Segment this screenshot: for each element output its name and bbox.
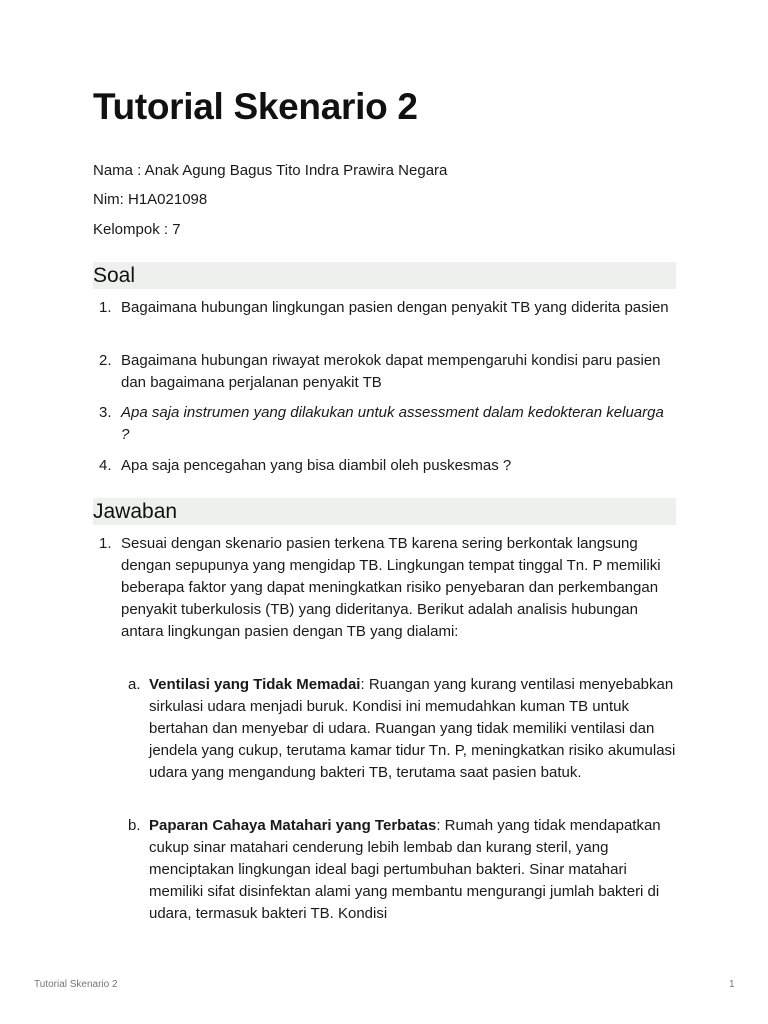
- list-number: 3.: [99, 404, 112, 421]
- meta-nim: Nim: H1A021098: [93, 191, 208, 208]
- section-heading-soal: [93, 262, 676, 289]
- section-heading-label: Jawaban: [93, 500, 178, 523]
- list-number: 4.: [99, 457, 112, 474]
- sub-item-body: : Rumah yang tidak mendapatkan cukup sinar matahari cenderung lebih lembab dan kurang steril, yang menciptakan lingkungan ideal bagi pertumbuhan bakteri. Sinar matahari memiliki sifat disinfektan alami yang membantu mengurangi jumlah bakteri di udara, termasuk bakteri TB. Kondisi: [149, 817, 661, 922]
- sub-list-letter: b.: [128, 817, 141, 834]
- list-number: 2.: [99, 352, 112, 369]
- footer-page-number: 1: [729, 979, 735, 990]
- section-heading-label: Soal: [93, 264, 136, 287]
- footer-title: Tutorial Skenario 2: [34, 979, 118, 990]
- list-number: 1.: [99, 535, 112, 552]
- sub-item-title: Ventilasi yang Tidak Memadai: [149, 676, 361, 693]
- list-text: Apa saja pencegahan yang bisa diambil oleh puskesmas ?: [121, 457, 512, 474]
- list-number: 1.: [99, 299, 112, 316]
- list-text: Apa saja instrumen yang dilakukan untuk assessment dalam kedokteran keluarga ?: [121, 404, 664, 443]
- meta-kelompok: Kelompok : 7: [93, 221, 181, 238]
- list-text: Bagaimana hubungan lingkungan pasien dengan penyakit TB yang diderita pasien: [121, 299, 669, 316]
- page-title: Tutorial Skenario 2: [93, 86, 418, 127]
- meta-nama: Nama : Anak Agung Bagus Tito Indra Prawira Negara: [93, 162, 448, 179]
- sub-list-text: [149, 815, 676, 925]
- list-text: Bagaimana hubungan riwayat merokok dapat mempengaruhi kondisi paru pasien dan bagaimana perjalanan penyakit TB: [121, 352, 661, 391]
- sub-item-title: Paparan Cahaya Matahari yang Terbatas: [149, 817, 437, 834]
- sub-item-body: : Ruangan yang kurang ventilasi menyebabkan sirkulasi udara menjadi buruk. Kondisi ini memudahkan kuman TB untuk bertahan dan menyebar di udara. Ruangan yang tidak memiliki ventilasi dan jendela yang cukup, terutama kamar tidur Tn. P, meningkatkan risiko akumulasi udara yang mengandung bakteri TB, terutama saat pasien batuk.: [149, 676, 676, 781]
- section-heading-jawaban: [93, 498, 676, 525]
- list-text: Sesuai dengan skenario pasien terkena TB karena sering berkontak langsung dengan sepupunya yang mengidap TB. Lingkungan tempat tinggal Tn. P memiliki beberapa faktor yang dapat meningkatkan risiko penyebaran dan perkembangan penyakit tuberkulosis (TB) yang dideritanya. Berikut adalah analisis hubungan antara lingkungan pasien dengan TB yang dialami:: [121, 535, 661, 640]
- sub-list-letter: a.: [128, 676, 141, 693]
- sub-list-text: [149, 674, 676, 784]
